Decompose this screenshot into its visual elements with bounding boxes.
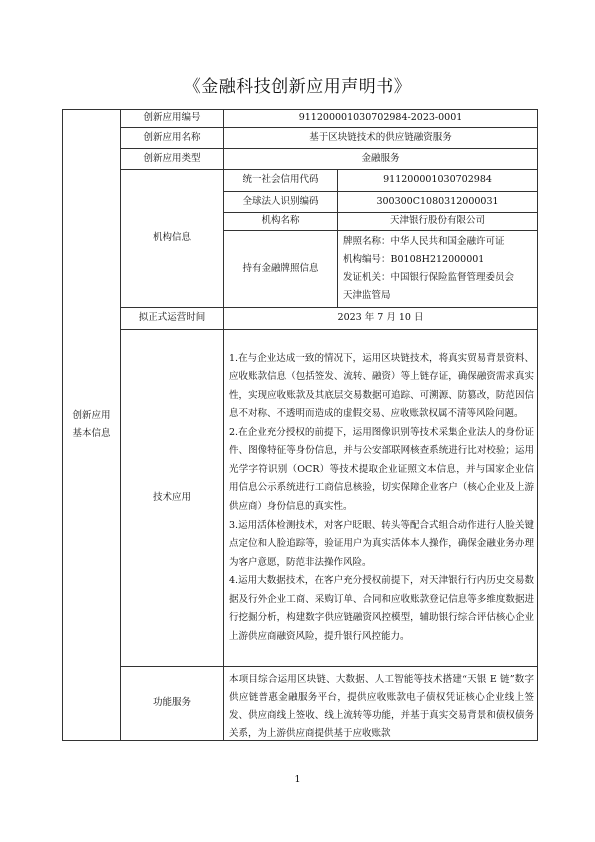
license-org-number-line: 机构编号：B0108H212000001: [343, 253, 485, 265]
function-service-cell: [224, 667, 538, 741]
row-app-id: [63, 110, 538, 128]
technology-paragraph-4: 4.运用大数据技术，在客户充分授权前提下，对天津银行行内历史交易数据及行外企业工商、采购订单、合同和应收账款登记信息等多维度数据进行挖掘分析，构建数字供应链融资风控模型，辅助银行综合评估核心企业上游供应商融资风险，提升银行风控能力。: [229, 575, 535, 642]
page-number: 1: [294, 774, 301, 785]
credit-code-label: 统一社会信用代码: [224, 170, 338, 192]
section-label-basic-info: 创新应用 基本信息: [63, 110, 121, 741]
technology-paragraph-3: 3.运用活体检测技术，对客户眨眼、转头等配合式组合动作进行人脸关键点定位和人脸追踪等，验证用户为真实活体本人操作，确保金融业务办理为客户意愿，防范非法操作风险。: [229, 519, 535, 568]
launch-time-label: 拟正式运营时间: [121, 308, 224, 330]
technology-label: 技术应用: [121, 330, 224, 667]
declaration-table: [62, 109, 538, 741]
license-issuer-line-cont: 天津监管局: [343, 290, 391, 302]
credit-code-value: 911200001030702984: [338, 170, 538, 192]
document-title: 《金融科技创新应用声明书》: [183, 77, 412, 97]
row-launch-time: [63, 308, 538, 330]
app-id-label: 创新应用编号: [121, 110, 224, 128]
technology-paragraph-1: 1.在与企业达成一致的情况下，运用区块链技术，将真实贸易背景资料、应收账款信息（包括签发、流转、融资）等上链存证，确保融资需求真实性，实现应收账款及其底层交易数据可追踪、可溯源、防篡改，防范因信息不对称、不透明而造成的虚假交易、应收账款权属不清等风险问题。: [229, 352, 535, 420]
row-credit-code: [63, 170, 538, 192]
row-technology: [63, 330, 538, 667]
app-name-label: 创新应用名称: [121, 128, 224, 149]
org-info-label: 机构信息: [121, 170, 224, 308]
lei-value: 300300C1080312000031: [338, 192, 538, 213]
technology-paragraph-2: 2.在企业充分授权的前提下，运用图像识别等技术采集企业法人的身份证件、图像特征等身份信息，并与公安部联网核查系统进行比对校验；运用光学字符识别（OCR）等技术提取企业证照文本信息，并与国家企业信用信息公示系统进行工商信息核验，切实保障企业客户（核心企业及上游供应商）身份信息的真实性。: [229, 426, 535, 512]
launch-time-value: 2023 年 7 月 10 日: [224, 308, 538, 330]
app-type-value: 金融服务: [224, 149, 538, 170]
technology-content: [224, 330, 538, 667]
lei-label: 全球法人识别编码: [224, 192, 338, 213]
license-label: 持有金融牌照信息: [224, 231, 338, 308]
app-id-value: 911200001030702984-2023-0001: [224, 110, 538, 128]
org-name-value: 天津银行股份有限公司: [338, 213, 538, 231]
row-app-type: [63, 149, 538, 170]
app-type-label: 创新应用类型: [121, 149, 224, 170]
app-name-value: 基于区块链技术的供应链融资服务: [224, 128, 538, 149]
row-function-service: [63, 667, 538, 741]
row-app-name: [63, 128, 538, 149]
license-value: [338, 231, 538, 308]
license-name-line: 牌照名称：中华人民共和国金融许可证: [343, 235, 505, 247]
function-service-text: 本项目综合运用区块链、大数据、人工智能等技术搭建“天银 E 链”数字供应链普惠金融服务平台，提供应收账款电子债权凭证核心企业线上签发、供应商线上签收、线上流转等功能，并基于真实交易背景和债权债务关系，为上游供应商提供基于应收账款: [229, 674, 535, 740]
function-service-label: 功能服务: [121, 667, 224, 741]
license-issuer-line: 发证机关：中国银行保险监督管理委员会: [343, 272, 515, 283]
org-name-label: 机构名称: [224, 213, 338, 231]
